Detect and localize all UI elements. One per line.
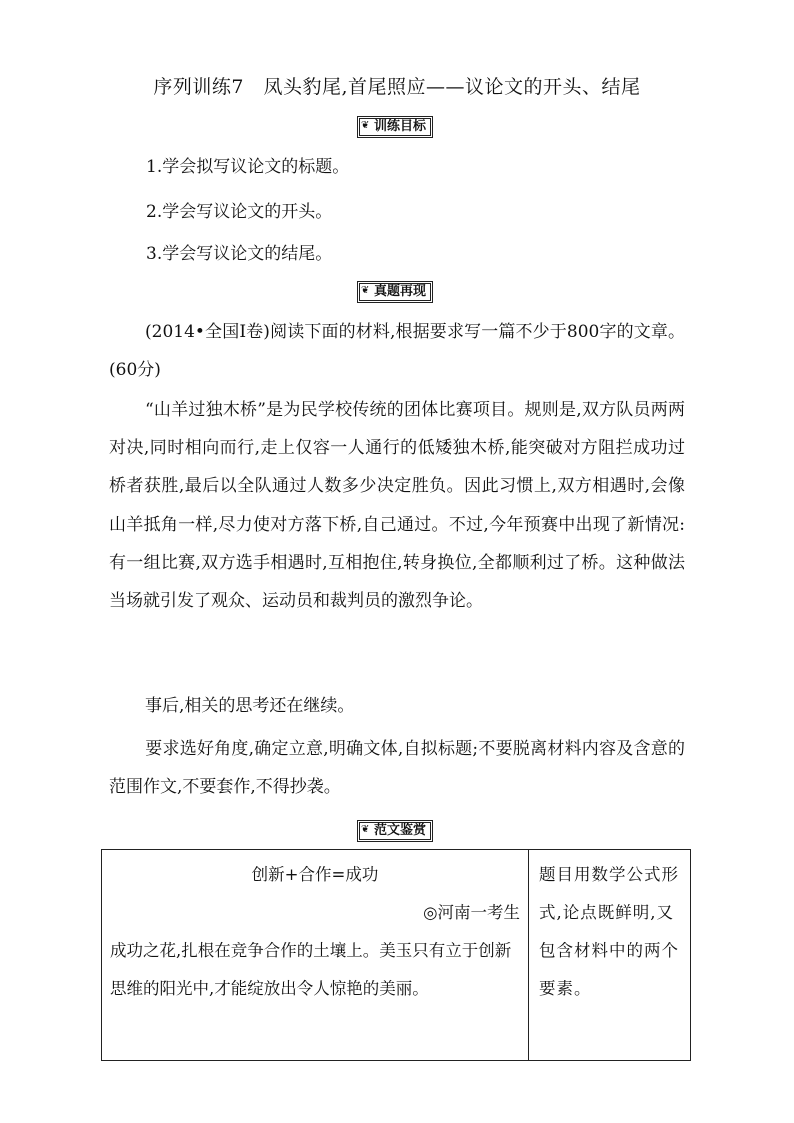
essay-body: 成功之花,扎根在竞争合作的土壤上。美玉只有立于创新思维的阳光中,才能绽放出令人惊艳的美丽。 (110, 941, 512, 998)
exam-intro (109, 313, 685, 389)
section-label-text: 范文鉴赏 (374, 823, 427, 838)
goal-item: 3.学会写议论文的结尾。 (146, 244, 333, 264)
section-label-exam (357, 281, 433, 303)
exam-intro-text: (2014•全国Ⅰ卷)阅读下面的材料,根据要求写一篇不少于800字的文章。(60分) (109, 322, 685, 381)
exam-material (109, 391, 685, 620)
page-title: 序列训练7 凤头豹尾,首尾照应——议论文的开头、结尾 (153, 76, 641, 98)
goal-item: 2.学会写议论文的开头。 (146, 202, 333, 222)
exam-material-text: “山羊过独木桥”是为民学校传统的团体比赛项目。规则是,双方队员两两对决,同时相向而行,走上仅容一人通行的低矮独木桥,能突破对方阻拦成功过桥者获胜,最后以全队通过人数多少决定胜负。因此习惯上,双方相遇时,会像山羊抵角一样,尽力使对方落下桥,自己通过。不过,今年预赛中出现了新情况:有一组比赛,双方选手相遇时,互相抱住,转身换位,全都顺利过了桥。这种做法当场就引发了观众、运动员和裁判员的激烈争论。 (109, 400, 685, 612)
section-label-text: 真题再现 (374, 284, 427, 299)
exam-followup (109, 687, 685, 725)
section-label-essay (357, 820, 433, 842)
essay-comment: 题目用数学公式形式,论点既鲜明,又包含材料中的两个要素。 (539, 865, 679, 998)
essay-title: 创新+合作=成功 (251, 865, 379, 884)
comment-cell (529, 850, 691, 1061)
section-label-goals (357, 116, 433, 138)
section-label-text: 训练目标 (374, 119, 427, 134)
essay-author: ◎河南一考生 (423, 903, 520, 922)
exam-followup-text: 事后,相关的思考还在继续。 (145, 696, 355, 716)
essay-table (101, 849, 691, 1061)
swirl-icon: ❦ (361, 824, 370, 835)
exam-requirement-text: 要求选好角度,确定立意,明确文体,自拟标题;不要脱离材料内容及含意的范围作文,不要套作,不得抄袭。 (109, 739, 685, 798)
swirl-icon: ❦ (361, 120, 370, 131)
swirl-icon: ❦ (361, 285, 370, 296)
goal-item: 1.学会拟写议论文的标题。 (146, 157, 350, 177)
exam-requirement (109, 730, 685, 806)
essay-cell (102, 850, 529, 1061)
